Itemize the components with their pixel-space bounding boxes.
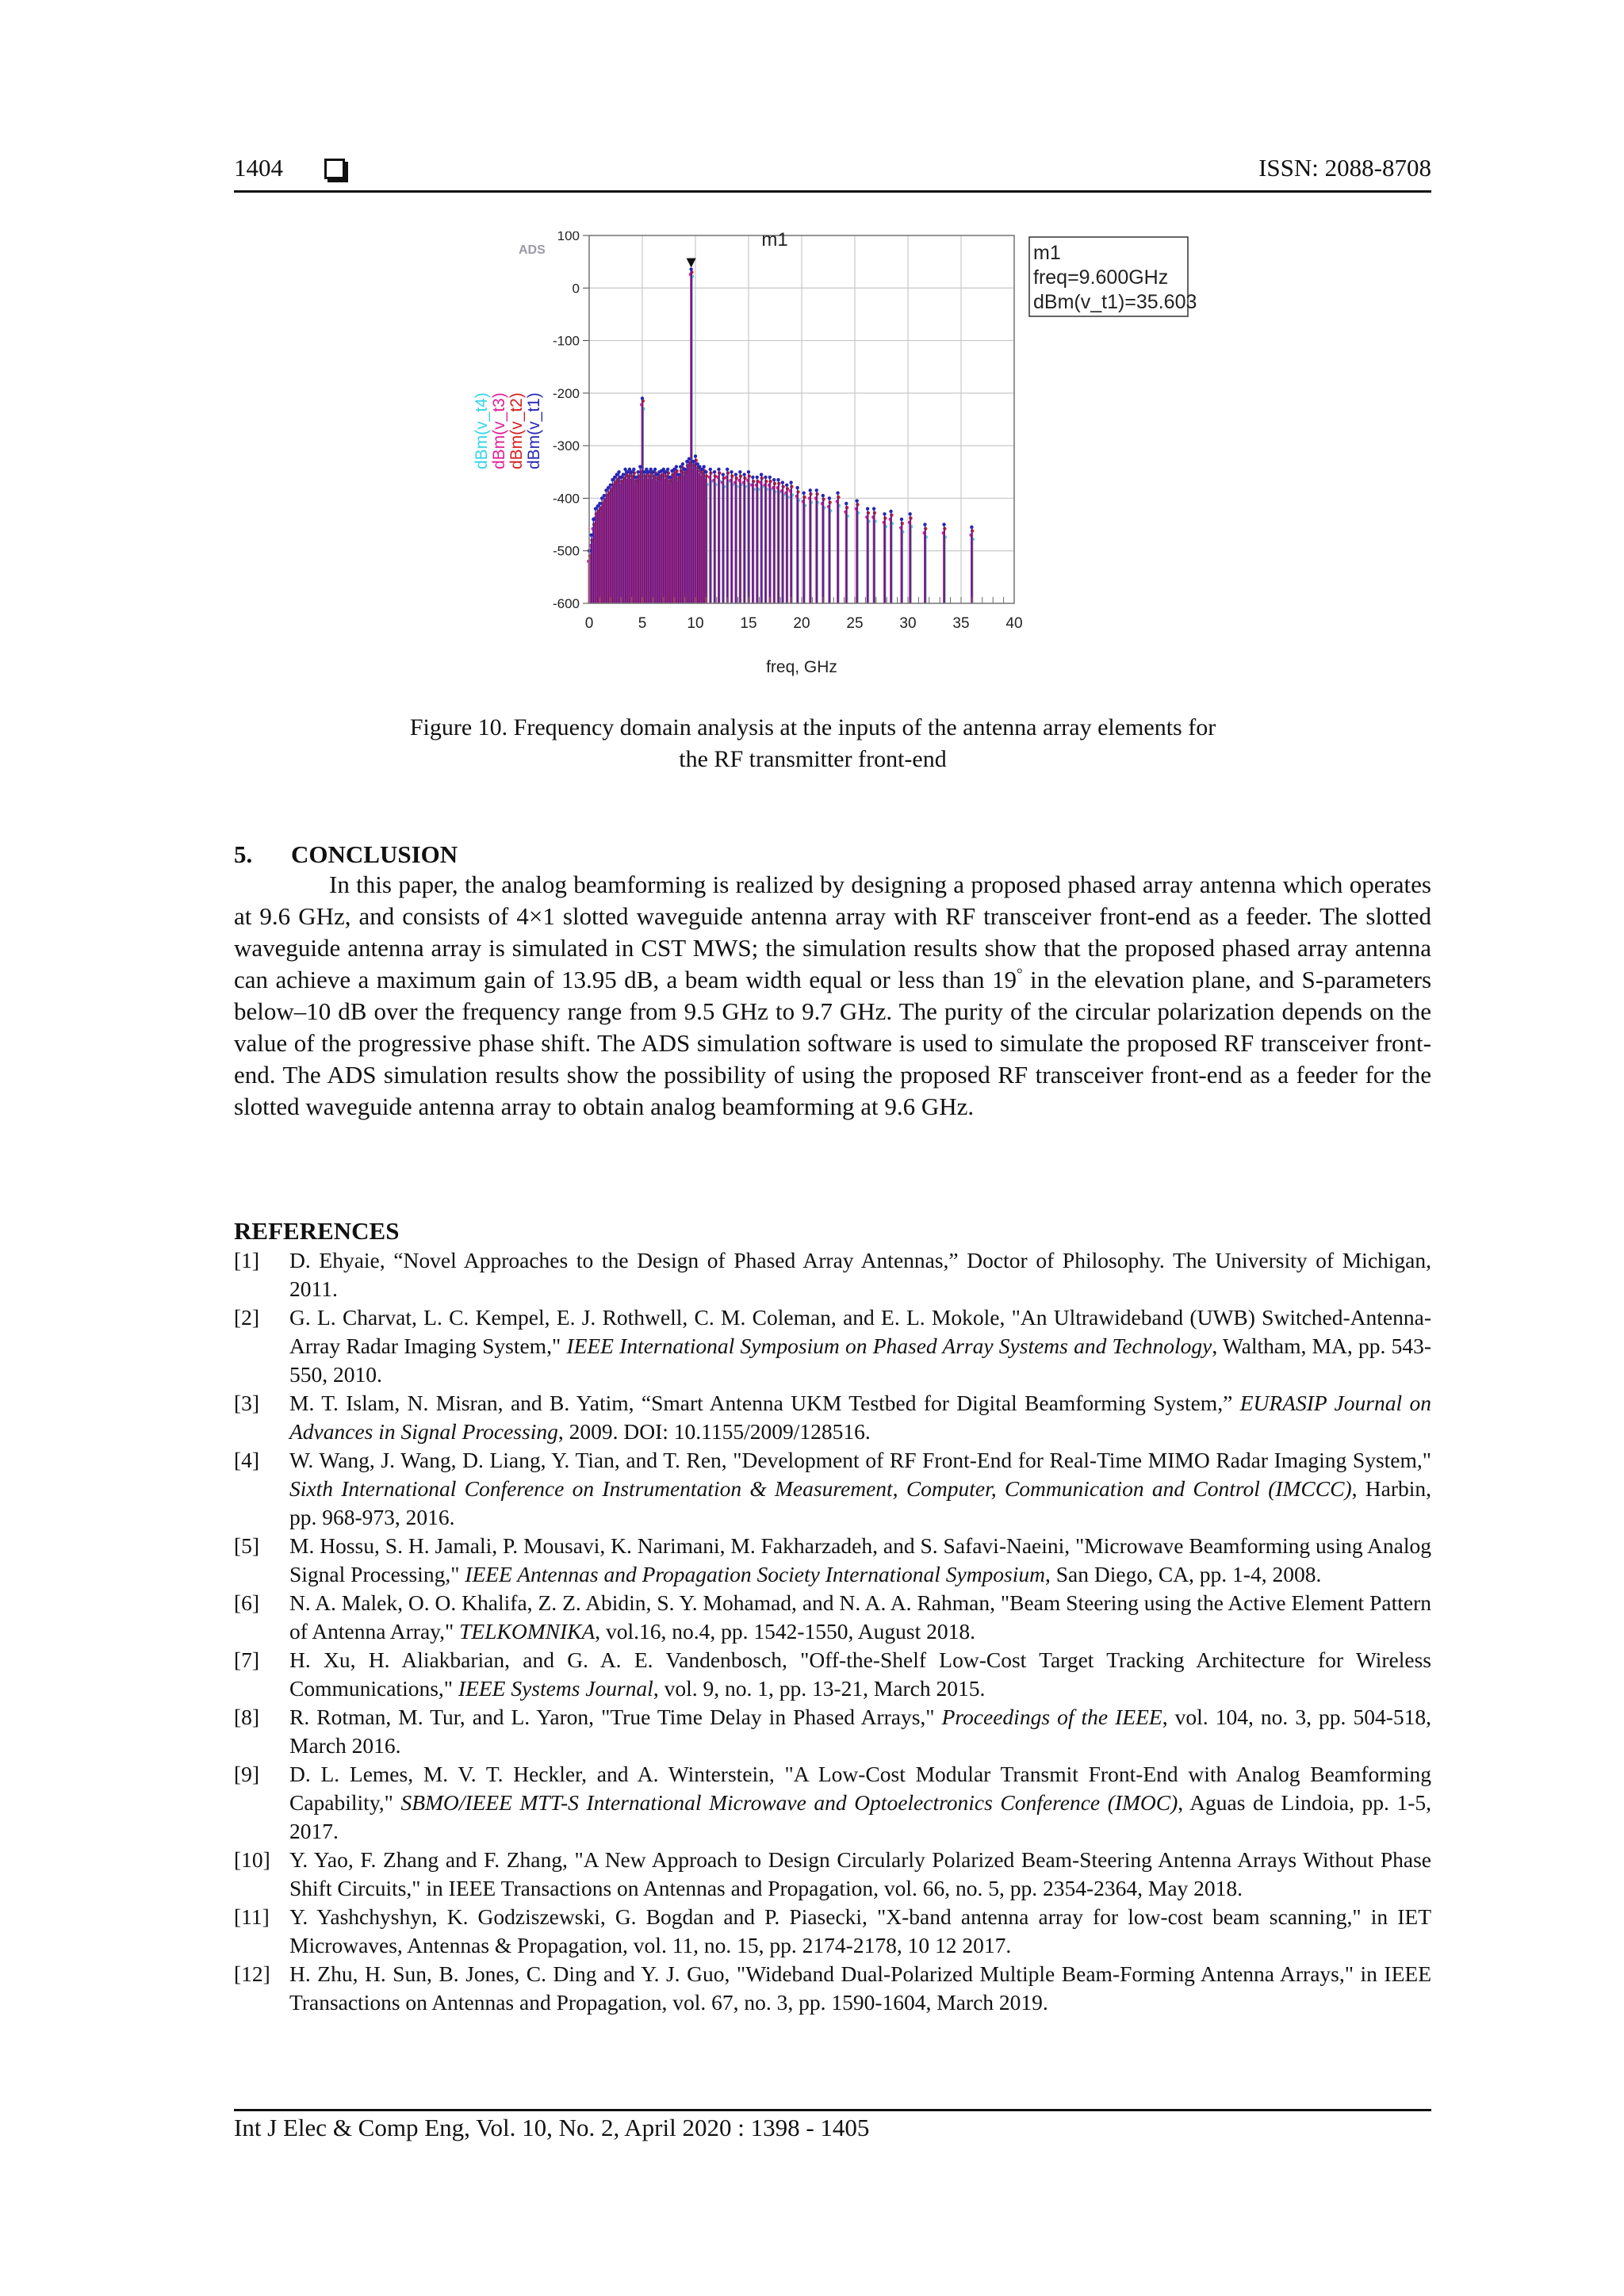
reference-text-main: H. Xu, H. Aliakbarian, and G. A. E. Vandenbosch, "Off-the-Shelf Low-Cost Target Tracking Architecture for Wireless Communications,"	[289, 1647, 1431, 1701]
reference-text-tail: , vol. 9, no. 1, pp. 13-21, March 2015.	[653, 1676, 986, 1701]
reference-text	[289, 1846, 1431, 1903]
reference-venue: EURASIP Journal on Advances in Signal Processing	[289, 1391, 1431, 1444]
reference-item	[234, 1760, 1431, 1846]
page-header	[234, 154, 1431, 193]
spectrum-point	[777, 482, 780, 485]
conclusion-text: In this paper, the analog beamforming is realized by designing a proposed phased array antenna which operates at 9.6 GHz, and consists of 4×1 slotted waveguide antenna array with RF transceiver front-end as a feeder. The slotted waveguide antenna array is simulated in CST MWS; the simulation results show that the proposed phased array antenna can achieve a maximum gain of 13.95 dB, a beam width equal or less than 19	[234, 871, 1431, 993]
spectrum-point	[603, 494, 606, 497]
spectrum-point	[855, 499, 858, 503]
spectrum-point	[683, 468, 686, 471]
x-tick-label: 20	[793, 615, 810, 632]
reference-text-tail: , San Diego, CA, pp. 1-4, 2008.	[1045, 1562, 1322, 1586]
spectrum-point	[901, 522, 904, 525]
reference-text-main: N. A. Malek, O. O. Khalifa, Z. Z. Abidin, S. Y. Mohamad, and N. A. A. Rahman, "Beam Steering using the Active Element Pattern of Antenna Array,"	[289, 1590, 1431, 1644]
spectrum-point	[718, 471, 721, 474]
x-tick-label: 30	[899, 615, 917, 632]
section-heading	[234, 839, 1431, 871]
reference-label: [7]	[234, 1647, 260, 1672]
spectrum-point	[873, 511, 876, 515]
reference-text	[289, 1246, 1431, 1303]
spectrum-point	[764, 480, 768, 483]
y-tick-label: 100	[557, 232, 580, 243]
y-tick-label: -300	[552, 438, 580, 454]
checkbox-square-icon	[324, 159, 345, 179]
marker-readout-value: dBm(v_t1)=35.603	[1033, 291, 1197, 313]
spectrum-point	[802, 496, 806, 499]
caption-line-1: Figure 10. Frequency domain analysis at the inputs of the antenna array elements for	[409, 714, 1216, 740]
spectrum-point	[726, 471, 730, 474]
spectrum-point	[589, 534, 592, 537]
x-tick-label: 0	[584, 615, 594, 632]
x-axis-label: freq, GHz	[766, 658, 837, 676]
section-title: CONCLUSION	[291, 840, 458, 868]
spectrum-point	[923, 522, 926, 526]
spectrum-point	[709, 468, 712, 471]
conclusion-paragraph	[234, 869, 1431, 1123]
reference-venue: IEEE International Symposium on Phased Array Systems and Technology	[566, 1334, 1212, 1358]
spectrum-point	[768, 480, 772, 483]
reference-text-tail: , Aguas de Lindoia, pp. 1-5, 2017.	[289, 1790, 1431, 1843]
spectrum-point	[666, 468, 669, 471]
spectrum-point	[730, 474, 733, 477]
spectrum-point	[689, 267, 692, 270]
spectrum-point	[970, 526, 973, 529]
spectrum-point	[756, 476, 759, 479]
frequency-spectrum-chart	[452, 232, 1213, 683]
ads-watermark: ADS	[519, 243, 546, 257]
x-tick-label: 10	[687, 615, 704, 632]
spectrum-point	[641, 396, 644, 400]
references-heading: REFERENCES	[234, 1217, 400, 1245]
spectrum-point	[743, 476, 746, 480]
spectrum-point	[638, 465, 642, 468]
reference-text-main: D. L. Lemes, M. V. T. Heckler, and A. Winterstein, "A Low-Cost Modular Transmit Front-End with Analog Beamforming Capability,"	[289, 1762, 1431, 1815]
spectrum-point	[828, 496, 831, 499]
reference-text-main: M. Hossu, S. H. Jamali, P. Mousavi, K. Narimani, M. Fakharzadeh, and S. Safavi-Naeini, "Microwave Beamforming using Analog Signal Processing,"	[289, 1533, 1431, 1586]
spectrum-point	[592, 518, 595, 521]
spectrum-point	[889, 510, 892, 513]
marker-readout	[1029, 237, 1197, 316]
spectrum-point	[764, 476, 767, 479]
reference-item	[234, 1303, 1431, 1389]
legend-v-t1: dBm(v_t1)	[525, 392, 543, 469]
spectrum-point	[768, 476, 772, 479]
reference-text	[289, 1760, 1431, 1846]
spectrum-point	[795, 486, 799, 489]
page-number: 1404	[234, 154, 283, 182]
legend-v-t2: dBm(v_t2)	[508, 392, 526, 469]
spectrum-point	[760, 473, 763, 476]
reference-item	[234, 1646, 1431, 1703]
spectrum-point	[773, 482, 776, 485]
header-rule	[234, 190, 1431, 193]
spectrum-point	[790, 485, 793, 488]
spectrum-point	[617, 470, 620, 473]
x-tick-label: 35	[952, 615, 970, 632]
issn-label: ISSN: 2088-8708	[1258, 154, 1431, 182]
reference-text-tail: , vol. 104, no. 3, pp. 504-518, March 2016.	[289, 1705, 1431, 1758]
spectrum-point	[837, 496, 840, 499]
reference-label: [3]	[234, 1391, 260, 1415]
reference-text-tail: , Waltham, MA, pp. 543-550, 2010.	[289, 1334, 1431, 1387]
reference-label: [12]	[234, 1961, 270, 1986]
reference-text	[289, 1446, 1431, 1532]
spectrum-point	[703, 465, 706, 468]
spectrum-point	[908, 512, 911, 515]
spectrum-point	[828, 501, 831, 504]
spectrum-point	[598, 502, 601, 505]
reference-text-tail: , Harbin, pp. 968-973, 2016.	[289, 1476, 1431, 1529]
footer-rule	[234, 2109, 1431, 2111]
reference-item	[234, 1903, 1431, 1960]
spectrum-point	[694, 454, 697, 457]
spectrum-point	[883, 512, 886, 515]
spectrum-point	[942, 522, 945, 526]
reference-label: [5]	[234, 1533, 260, 1558]
legend-v-t4: dBm(v_t4)	[473, 392, 491, 469]
spectrum-point	[738, 470, 741, 473]
spectrum-point	[676, 473, 680, 476]
spectrum-point	[705, 474, 708, 477]
reference-text	[289, 1303, 1431, 1389]
spectrum-point	[802, 492, 805, 495]
spectrum-point	[776, 478, 779, 481]
spectrum-point	[735, 476, 738, 480]
reference-venue: IEEE Systems Journal	[458, 1676, 653, 1701]
spectrum-point	[845, 502, 848, 505]
spectrum-point	[714, 474, 717, 477]
spectrum-point	[760, 476, 764, 480]
spectrum-point	[883, 516, 887, 519]
spectrum-point	[713, 470, 716, 473]
spectrum-point	[722, 476, 725, 480]
reference-label: [6]	[234, 1590, 260, 1615]
spectrum-point	[688, 457, 691, 461]
spectrum-point	[890, 513, 893, 516]
reference-label: [8]	[234, 1705, 260, 1729]
spectrum-point	[747, 470, 750, 473]
reference-item	[234, 1960, 1431, 2017]
reference-label: [10]	[234, 1847, 270, 1872]
marker-triangle-icon	[687, 258, 696, 268]
spectrum-point	[900, 518, 903, 521]
x-tick-label: 25	[846, 615, 864, 632]
reference-item	[234, 1446, 1431, 1532]
reference-text-tail: , vol.16, no.4, pp. 1542-1550, August 2018.	[595, 1619, 975, 1644]
reference-item	[234, 1589, 1431, 1646]
spectrum-point	[815, 492, 818, 496]
reference-text	[289, 1646, 1431, 1703]
reference-item	[234, 1703, 1431, 1760]
spectrum-point	[845, 506, 848, 509]
reference-venue: Sixth International Conference on Instrumentation & Measurement, Computer, Communication and Control (IMCCC)	[289, 1476, 1352, 1501]
spectrum-point	[789, 480, 792, 484]
x-tick-label: 15	[740, 615, 757, 632]
reference-label: [2]	[234, 1305, 260, 1330]
y-tick-label: -100	[552, 333, 580, 349]
spectrum-point	[856, 503, 859, 506]
spectrum-point	[751, 476, 754, 479]
x-tick-label: 40	[1005, 615, 1023, 632]
spectrum-point	[734, 473, 737, 476]
spectrum-point	[653, 468, 657, 471]
spectrum-point	[675, 465, 678, 468]
reference-venue: SBMO/IEEE MTT-S International Microwave and Optoelectronics Conference (IMOC)	[400, 1790, 1178, 1815]
spectrum-point	[681, 462, 684, 465]
spectrum-point	[730, 470, 733, 473]
reference-label: [9]	[234, 1762, 260, 1786]
x-tick-label: 5	[638, 615, 647, 632]
spectrum-point	[726, 468, 729, 471]
y-tick-label: -500	[552, 543, 580, 559]
reference-text-main: G. L. Charvat, L. C. Kempel, E. J. Rothwell, C. M. Coleman, and E. L. Mokole, "An Ultrawideband (UWB) Switched-Antenna-Array Radar Imaging System,"	[289, 1305, 1431, 1358]
y-axis-legend	[473, 392, 543, 469]
reference-text-main: M. T. Islam, N. Misran, and B. Yatim, “Smart Antenna UKM Testbed for Digital Beamforming System,”	[289, 1391, 1240, 1415]
reference-text-main: R. Rotman, M. Tur, and L. Yaron, "True Time Delay in Phased Arrays,"	[289, 1705, 942, 1729]
section-number: 5.	[234, 840, 253, 868]
spectrum-point	[867, 511, 870, 515]
reference-text-main: Y. Yao, F. Zhang and F. Zhang, "A New Approach to Design Circularly Polarized Beam-Steering Antenna Arrays Without Phase Shift Circuits," in IEEE Transactions on Antennas and Propagation, vol. 66, no. 5, pp. 2354-2364, May 2018.	[289, 1847, 1431, 1900]
reference-label: [4]	[234, 1448, 260, 1472]
spectrum-point	[717, 468, 720, 471]
spectrum-point	[924, 527, 927, 530]
reference-venue: IEEE Antennas and Propagation Society International Symposium	[465, 1562, 1046, 1586]
reference-text-main: D. Ehyaie, “Novel Approaches to the Design of Phased Array Antennas,” Doctor of Philosophy. The University of Michigan, 2011.	[289, 1248, 1431, 1301]
spectrum-point	[739, 474, 742, 477]
legend-v-t3: dBm(v_t3)	[490, 392, 508, 469]
reference-item	[234, 1389, 1431, 1446]
spectrum-point	[632, 468, 635, 471]
degree-superscript: °	[1016, 966, 1023, 983]
reference-item	[234, 1246, 1431, 1303]
spectrum-point	[752, 480, 755, 483]
y-tick-label: -200	[552, 385, 580, 401]
spectrum-point	[704, 470, 707, 473]
reference-list	[234, 1246, 1431, 2017]
spectrum-point	[742, 473, 745, 476]
reference-text	[289, 1589, 1431, 1646]
y-tick-label: 0	[572, 281, 580, 297]
spectrum-point	[809, 492, 812, 496]
spectrum-point	[772, 478, 776, 481]
marker-label: m1	[761, 232, 788, 251]
spectrum-point	[809, 488, 812, 492]
figure-10	[452, 232, 1213, 683]
spectrum-point	[786, 487, 789, 490]
spectrum-point	[822, 498, 825, 501]
reference-item	[234, 1532, 1431, 1589]
reference-text	[289, 1703, 1431, 1760]
spectrum-point	[796, 490, 799, 493]
marker-readout-name: m1	[1033, 242, 1061, 264]
reference-text-main: Y. Yashchyshyn, K. Godziszewski, G. Bogdan and P. Piasecki, "X-band antenna array for low-cost beam scanning," in IET Microwaves, Antennas & Propagation, vol. 11, no. 15, pp. 2174-2178, 10 12 2017.	[289, 1904, 1431, 1957]
spectrum-point	[872, 507, 875, 510]
spectrum-point	[634, 476, 638, 479]
reference-text-main: W. Wang, J. Wang, D. Liang, Y. Tian, and T. Ren, "Development of RF Front-End for Real-Time MIMO Radar Imaging System,"	[289, 1448, 1431, 1472]
y-tick-label: -600	[552, 596, 580, 611]
spectrum-point	[785, 484, 788, 487]
spectrum-point	[943, 527, 946, 530]
page-footer: Int J Elec & Comp Eng, Vol. 10, No. 2, April 2020 : 1398 - 1405	[234, 2114, 870, 2141]
spectrum-point	[690, 270, 693, 274]
reference-text	[289, 1960, 1431, 2017]
reference-text	[289, 1903, 1431, 1960]
spectrum-point	[691, 460, 695, 463]
spectrum-point	[909, 516, 912, 519]
spectrum-point	[622, 473, 625, 476]
spectrum-point	[781, 485, 784, 488]
reference-label: [11]	[234, 1904, 270, 1929]
reference-text	[289, 1389, 1431, 1446]
spectrum-point	[866, 507, 869, 510]
reference-text	[289, 1532, 1431, 1589]
conclusion-text-after: in the elevation plane, and S-parameters below–10 dB over the frequency range from 9.5 GHz to 9.7 GHz. The purity of the circular polarization depends on the value of the progressive phase shift. The ADS simulation software is used to simulate the proposed RF transceiver front-end. The ADS simulation results show the possibility of using the proposed RF transceiver front-end as a feeder for the slotted waveguide antenna array to obtain analog beamforming at 9.6 GHz.	[234, 966, 1432, 1120]
marker-readout-freq: freq=9.600GHz	[1033, 266, 1169, 289]
spectrum-point	[722, 473, 725, 476]
y-tick-label: -400	[552, 491, 580, 507]
spectrum-point	[748, 474, 751, 477]
spectrum-point	[756, 480, 759, 483]
reference-text-tail: , 2009. DOI: 10.1155/2009/128516.	[557, 1419, 871, 1444]
reference-venue: TELKOMNIKA	[459, 1619, 596, 1644]
chart-bars	[587, 267, 975, 603]
spectrum-point	[636, 470, 639, 473]
spectrum-point	[815, 488, 818, 492]
spectrum-point	[609, 484, 612, 487]
spectrum-point	[971, 529, 974, 532]
spectrum-point	[668, 476, 672, 479]
reference-venue: Proceedings of the IEEE	[941, 1705, 1162, 1729]
spectrum-point	[781, 480, 784, 484]
figure-caption	[285, 712, 1340, 775]
spectrum-point	[709, 471, 712, 474]
reference-label: [1]	[234, 1248, 260, 1272]
caption-line-2: the RF transmitter front-end	[679, 746, 947, 772]
reference-item	[234, 1846, 1431, 1903]
reference-text-main: H. Zhu, H. Sun, B. Jones, C. Ding and Y. J. Guo, "Wideband Dual-Polarized Multiple Beam-Forming Antenna Arrays," in IEEE Transactions on Antennas and Propagation, vol. 67, no. 3, pp. 1590-1604, March 2019.	[289, 1961, 1431, 2015]
spectrum-point	[822, 494, 825, 497]
spectrum-point	[836, 492, 839, 495]
